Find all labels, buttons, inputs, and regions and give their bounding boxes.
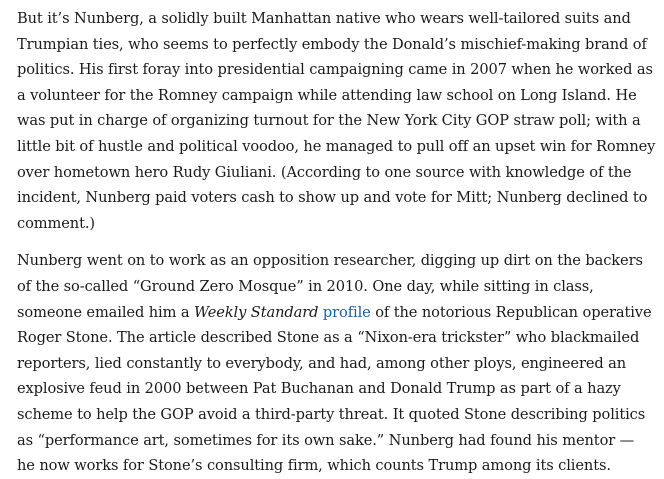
article-paragraph: [17, 248, 656, 478]
publication-name: Weekly Standard: [194, 303, 319, 321]
paragraph-text: Nunberg went on to work as an opposition researcher, digging up dirt on the backers of the so-called “Ground Zero Mosque” in 2010. One day, while sitting in class, someone emailed him a: [17, 252, 643, 321]
article-paragraph: But it’s Nunberg, a solidly built Manhattan native who wears well-tailored suits and Trumpian ties, who seems to perfectly embody the Donald’s mischief-making brand of politics. His first foray into presidential campaigning came in 2007 when he worked as a volunteer for the Romney campaign while attending law school on Long Island. He was put in charge of organizing turnout for the New York City GOP straw poll; with a little bit of hustle and political voodoo, he managed to pull off an upset win for Romney over hometown hero Rudy Giuliani. (According to one source with knowledge of the incident, Nunberg paid voters cash to show up and vote for Mitt; Nunberg declined to comment.): [17, 10, 656, 232]
paragraph-text: of the notorious Republican operative Roger Stone. The article described Stone as a “Nixon-era trickster” who blackmailed reporters, lied constantly to everybody, and had, among other ploys, engineered an explosive feud in 2000 between Pat Buchanan and Donald Trump as part of a hazy scheme to help the GOP avoid a third-party threat. It quoted Stone describing politics as “performance art, sometimes for its own sake.” Nunberg had found his mentor — he now works for Stone’s consulting firm, which counts Trump among its clients.: [17, 303, 652, 475]
profile-link[interactable]: profile: [322, 303, 371, 321]
